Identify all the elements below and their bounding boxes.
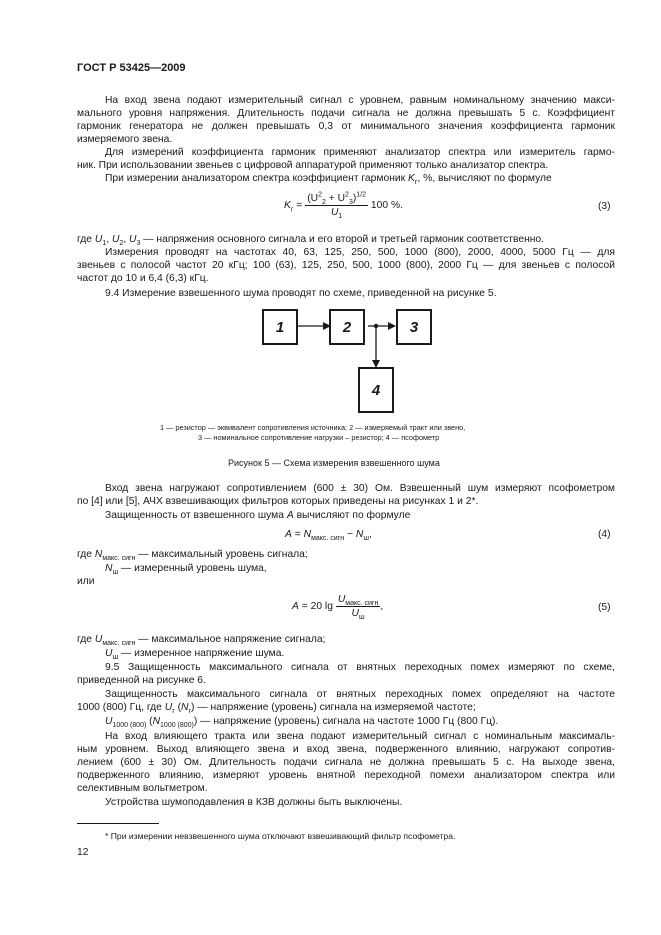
text-line: ник. При использовании звеньев с цифровой аппаратурой применяют только анализатор спектра.	[77, 160, 549, 171]
figure-legend-line: 1 — резистор — эквивалент сопротивления источника; 2 — измеряемый тракт или звено,	[160, 423, 466, 432]
text-line: где $U_{макс. сигн}$ — максимальное напряжение сигнала;	[77, 634, 326, 648]
diagram-box-3: 3	[396, 309, 432, 345]
text-line: звеньев с полосой частот 20 кГц; 100 (63), 125, 250, 500, 1000 (800), 2000 Гц — для звеньев с полосой	[77, 260, 615, 271]
text-line: подверженного влиянию, измеряют уровень внятной переходной помехи анализатором спектра или	[77, 770, 615, 781]
text-line: $U_{1000 (800)}$ $(N_{1000 (800)})$ — напряжение (уровень) сигнала на частоте 1000 Гц (800 Гц).	[105, 716, 499, 730]
text-line: селективным вольтметром.	[77, 783, 208, 794]
text-line: На вход влияющего тракта или звена подают измерительный сигнал с номинальным максималь-	[105, 731, 615, 742]
text-line: Измерения проводят на частотах 40, 63, 125, 250, 500, 1000 (800), 2000, 4000, 5000 Гц — для	[105, 247, 615, 258]
text-line: измеряемого звена.	[77, 134, 173, 145]
page-number: 12	[77, 847, 89, 858]
text-line: где $N_{макс. сигн}$ — максимальный уровень сигнала;	[77, 549, 308, 563]
text-line: лением (600 ± 30) Ом. Длительность подачи сигнала не должна превышать 5 с. На выходе звена,	[77, 757, 615, 768]
text-line: $U_ш$ — измеренное напряжение шума.	[105, 648, 285, 662]
text-line: Устройства шумоподавления в КЗВ должны быть выключены.	[105, 797, 403, 808]
diagram-box-2: 2	[329, 309, 365, 345]
text-line: приведенной на рисунке 6.	[77, 675, 206, 686]
text-line: по [4] или [5], АЧХ взвешивающих фильтров которых приведены на рисунках 1 и 2*.	[77, 496, 479, 507]
text-line: $N_ш$ — измеренный уровень шума,	[105, 563, 267, 577]
text-line: гармоник генератора не должен превышать 0,3 от минимального значения коэффициента гармоник	[77, 121, 615, 132]
formula-weighted-noise: $A = N_{макс. сигн} - N_ш$,	[285, 529, 372, 543]
text-line: Защищенность максимального сигнала от внятных переходных помех определяют на частоте	[105, 689, 615, 700]
figure-caption: Рисунок 5 — Схема измерения взвешенного шума	[228, 458, 440, 468]
text-line: 9.4 Измерение взвешенного шума проводят по схеме, приведенной на рисунке 5.	[105, 288, 497, 299]
formula-noise-protection: A = 20 lg $\frac{U_{макс. сигн}}{U_ш}$ ,	[292, 594, 384, 622]
diagram-box-4: 4	[358, 367, 394, 413]
text-line: Для измерений коэффициента гармоник применяют анализатор спектра или измеритель гармо-	[105, 147, 615, 158]
footnote-separator	[77, 823, 159, 824]
text-line: или	[77, 576, 95, 587]
equation-number: (3)	[598, 201, 611, 212]
text-line: частот до 10 и 6,4 (6,3) кГц.	[77, 273, 209, 284]
text-line: 9.5 Защищенность максимального сигнала от внятных переходных помех измеряют по схеме,	[105, 662, 615, 673]
figure-legend-line: 3 — номинальное сопротивление нагрузки – резистор; 4 — псофометр	[198, 433, 440, 442]
footnote: * При измерении невзвешенного шума отключают взвешивающий фильтр псофометра.	[105, 831, 456, 841]
text-line: ным уровнем. Выход влияющего звена и вход звена, подверженного влиянию, нагружают сопротив-	[77, 744, 615, 755]
formula-harmonic-coefficient: $K_г$ = $\frac{(U^2_2 + U^2_3)^{1/2}}{U_1}$ 100 %.	[284, 191, 403, 221]
standard-header: ГОСТ Р 53425—2009	[77, 62, 186, 74]
text-line: мального уровня напряжения. Длительность подачи сигнала не должна превышать 5 с. Коэффициент	[77, 108, 615, 119]
equation-number: (5)	[598, 602, 611, 613]
text-line: На вход звена подают измерительный сигнал с уровнем, равным номинальному значению макси-	[105, 95, 615, 106]
text-line: При измерении анализатором спектра коэффициент гармоник $K_г$, %, вычисляют по формуле	[105, 173, 552, 187]
text-line: Вход звена нагружают сопротивлением (600 ± 30) Ом. Взвешенный шум измеряют псофометром	[105, 483, 615, 494]
diagram-box-1: 1	[262, 309, 298, 345]
text-line: Защищенность от взвешенного шума A вычисляют по формуле	[105, 510, 411, 521]
text-line: где $U_1$, $U_2$, $U_3$ — напряжения основного сигнала и его второй и третьей гармоник соответственно.	[77, 234, 545, 248]
text-line: 1000 (800) Гц, где $U_г$ $(N_г)$ — напряжение (уровень) сигнала на измеряемой частоте;	[77, 702, 476, 716]
equation-number: (4)	[598, 529, 611, 540]
arrow-head	[388, 322, 396, 330]
